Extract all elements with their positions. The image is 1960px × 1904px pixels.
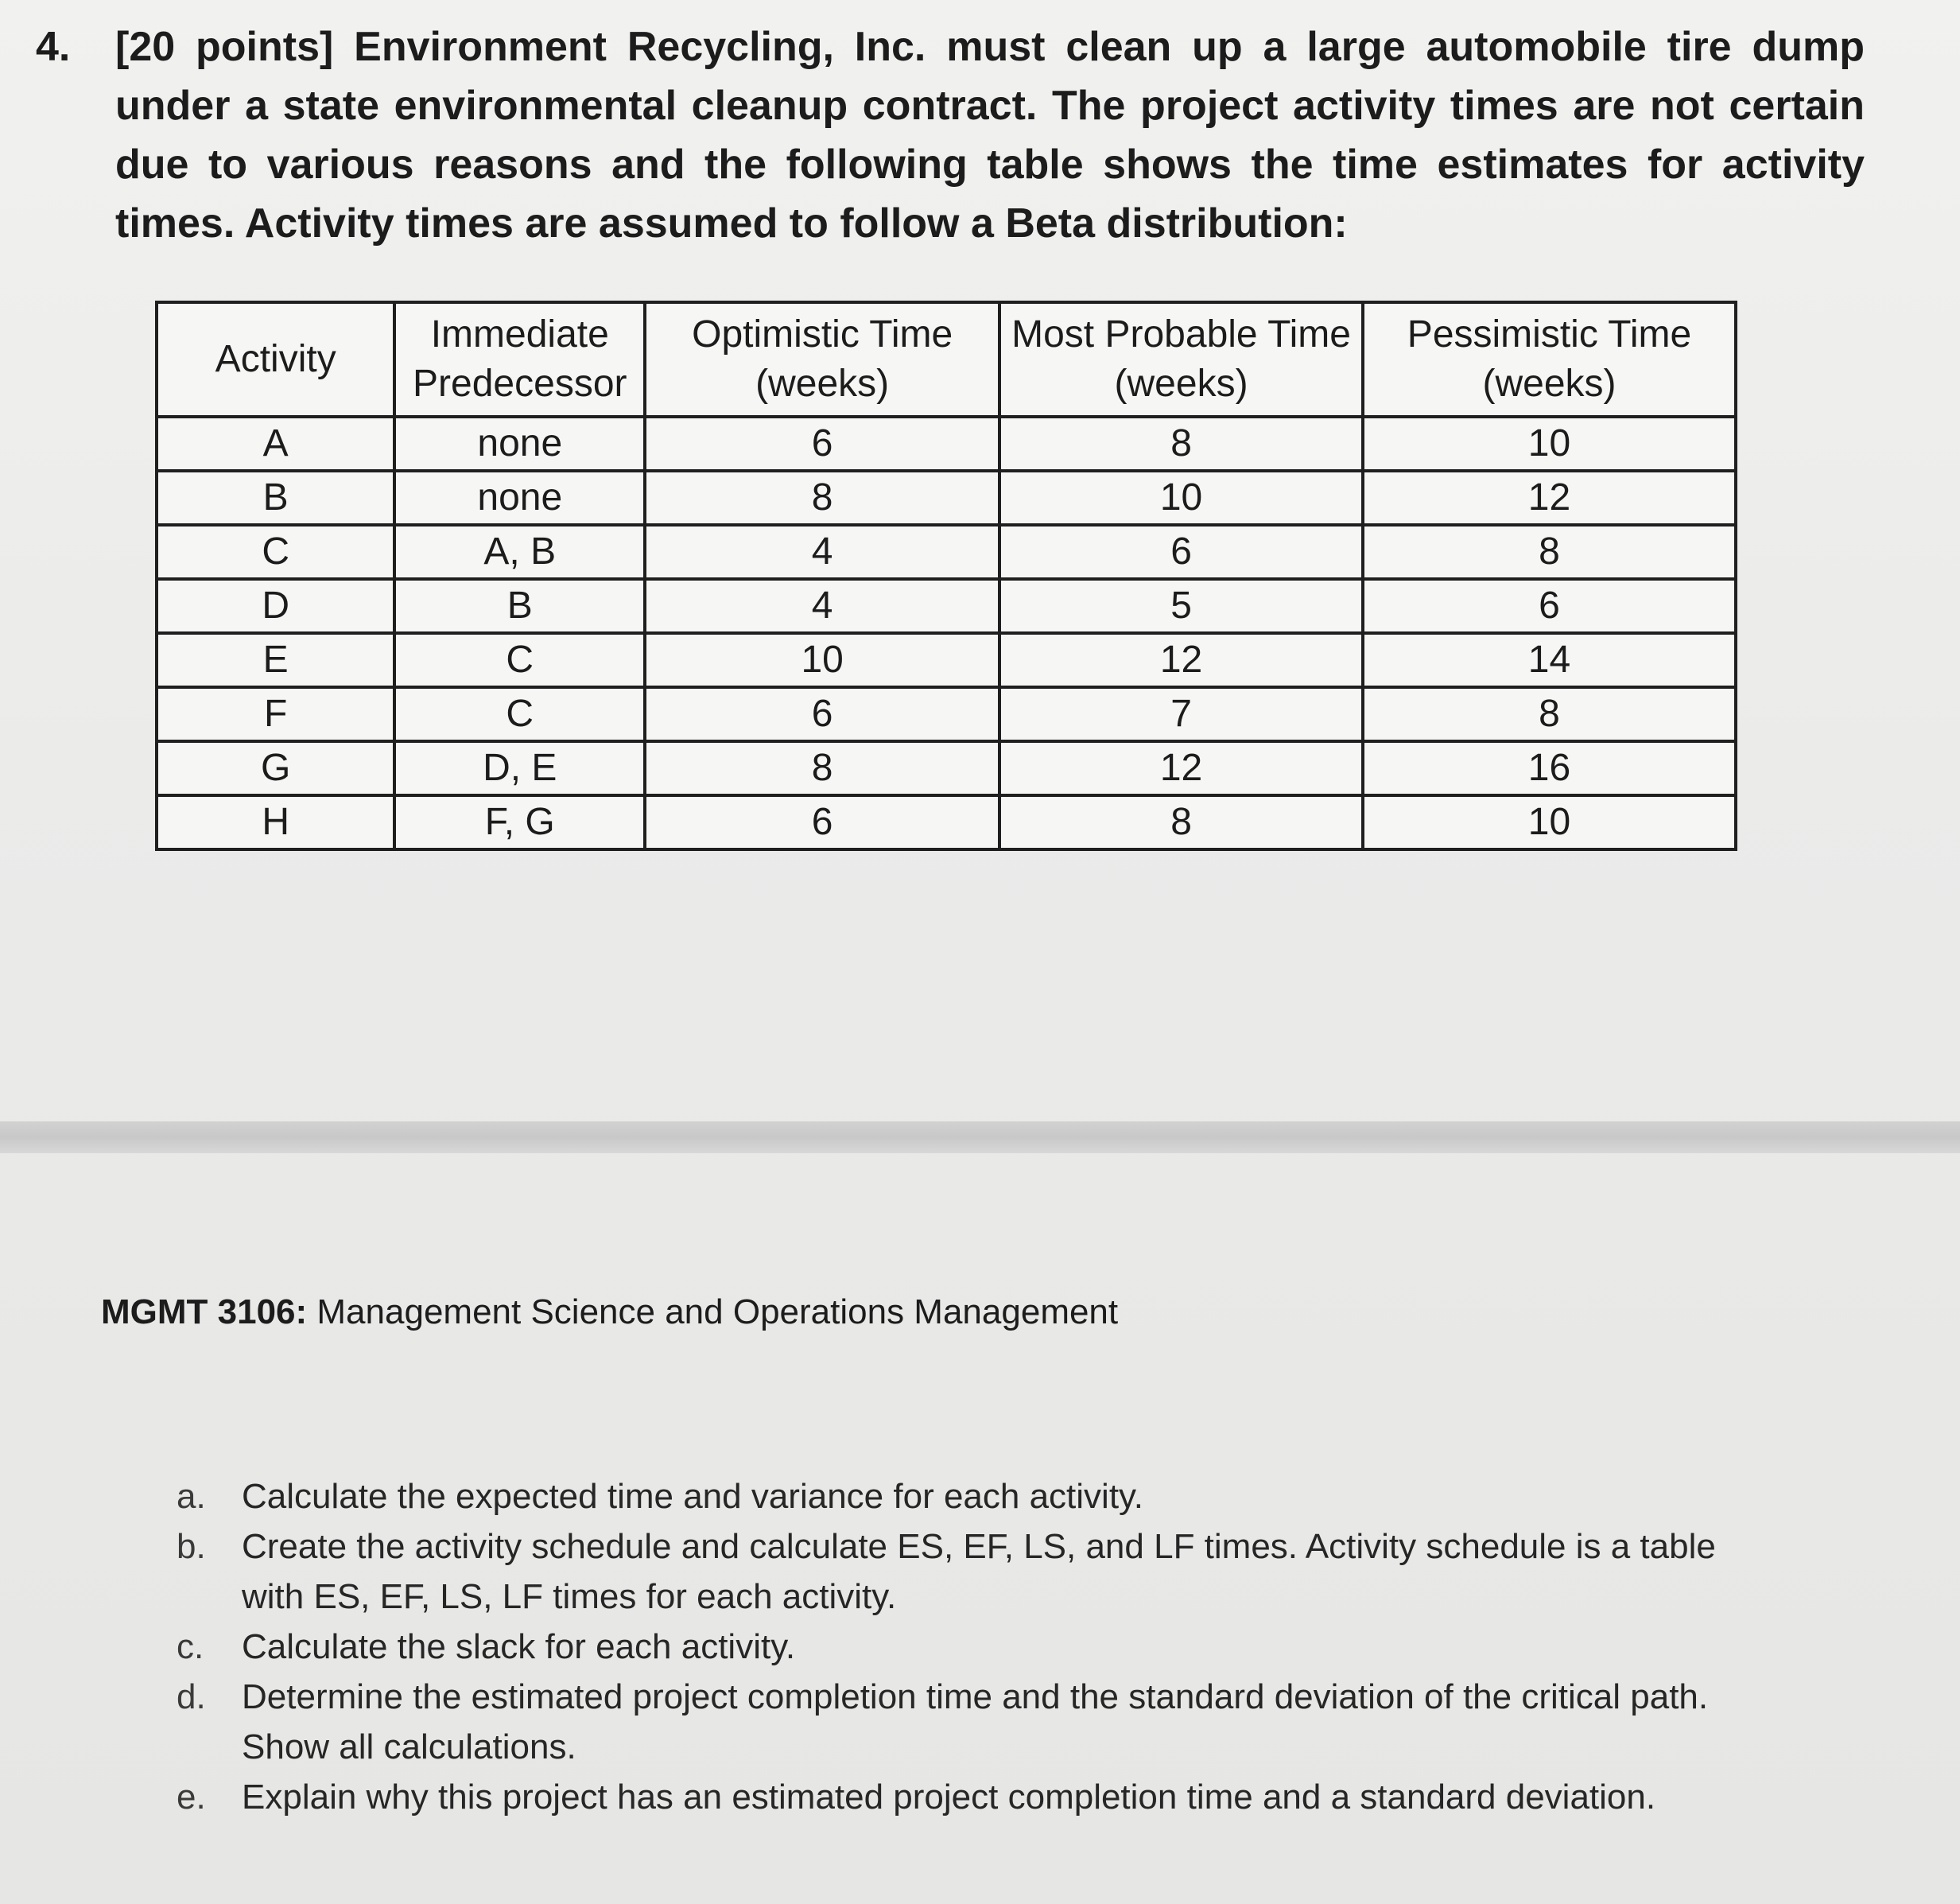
question-part-text: Calculate the slack for each activity. (242, 1627, 796, 1666)
table-cell-activity: G (157, 741, 394, 795)
course-name: Management Science and Operations Management (316, 1292, 1119, 1331)
table-cell-most-probable: 5 (999, 579, 1363, 633)
table-cell-pessimistic: 12 (1363, 471, 1736, 525)
table-cell-activity: C (157, 525, 394, 579)
table-cell-predecessor: C (394, 687, 645, 741)
course-code: MGMT 3106: (101, 1292, 308, 1331)
table-cell-pessimistic: 16 (1363, 741, 1736, 795)
table-row (157, 579, 1736, 633)
table-cell-predecessor: A, B (394, 525, 645, 579)
table-row (157, 471, 1736, 525)
table-cell-pessimistic: 10 (1363, 795, 1736, 849)
table-cell-activity: B (157, 471, 394, 525)
table-row (157, 687, 1736, 741)
header-pessimistic: Pessimistic Time (weeks) (1363, 302, 1736, 417)
table-cell-predecessor: C (394, 633, 645, 687)
question-text: [20 points] Environment Recycling, Inc. must clean up a large automobile tire dump under a state environmental cleanup contract. The project activity times are not certain due to various reasons and the following table shows the time estimates for activity times. Activity times are assumed to follow a Beta distribution: (115, 24, 1865, 247)
table-cell-activity: E (157, 633, 394, 687)
question-part-text: Calculate the expected time and variance for each activity. (242, 1477, 1144, 1516)
question-part (177, 1471, 1783, 1521)
table-row (157, 525, 1736, 579)
table-cell-optimistic: 8 (645, 741, 999, 795)
table-row (157, 795, 1736, 849)
table-cell-most-probable: 10 (999, 471, 1363, 525)
question-part-letter: e. (177, 1778, 206, 1817)
question-parts-list (177, 1471, 1783, 1822)
table-cell-optimistic: 8 (645, 471, 999, 525)
table-cell-predecessor: F, G (394, 795, 645, 849)
table-cell-pessimistic: 14 (1363, 633, 1736, 687)
table-header-row (157, 302, 1736, 417)
question-part-text: Explain why this project has an estimated project completion time and a standard deviation. (242, 1778, 1656, 1817)
table-cell-most-probable: 12 (999, 741, 1363, 795)
table-cell-optimistic: 6 (645, 795, 999, 849)
question-part-letter: a. (177, 1477, 206, 1516)
question-part-letter: c. (177, 1627, 204, 1666)
table-cell-predecessor: D, E (394, 741, 645, 795)
table-cell-predecessor: none (394, 471, 645, 525)
question-part (177, 1772, 1783, 1822)
question-part-letter: b. (177, 1527, 206, 1566)
header-activity: Activity (157, 302, 394, 417)
table-cell-predecessor: none (394, 417, 645, 471)
header-optimistic: Optimistic Time (weeks) (645, 302, 999, 417)
table-body (157, 417, 1736, 849)
course-title (101, 1288, 1118, 1336)
table-row (157, 741, 1736, 795)
table-row (157, 633, 1736, 687)
page-divider (0, 1121, 1960, 1153)
table-cell-pessimistic: 8 (1363, 525, 1736, 579)
question-part (177, 1521, 1783, 1622)
table-cell-most-probable: 7 (999, 687, 1363, 741)
header-predecessor: Immediate Predecessor (394, 302, 645, 417)
table-cell-optimistic: 4 (645, 579, 999, 633)
question-part (177, 1622, 1783, 1672)
table-cell-optimistic: 4 (645, 525, 999, 579)
table-cell-most-probable: 6 (999, 525, 1363, 579)
table-cell-most-probable: 8 (999, 795, 1363, 849)
table-cell-pessimistic: 10 (1363, 417, 1736, 471)
table-cell-most-probable: 8 (999, 417, 1363, 471)
question-part-text: Determine the estimated project completion time and the standard deviation of the critical path. Show all calculations. (242, 1677, 1709, 1766)
table-cell-activity: F (157, 687, 394, 741)
question-block (36, 17, 1865, 253)
activity-table (155, 301, 1737, 851)
table-cell-most-probable: 12 (999, 633, 1363, 687)
table-cell-pessimistic: 8 (1363, 687, 1736, 741)
question-part (177, 1672, 1783, 1772)
table-cell-activity: H (157, 795, 394, 849)
table-cell-optimistic: 6 (645, 417, 999, 471)
table-row (157, 417, 1736, 471)
table-cell-activity: D (157, 579, 394, 633)
activity-table-container (155, 301, 1737, 851)
table-cell-activity: A (157, 417, 394, 471)
question-number: 4. (36, 24, 71, 70)
table-cell-pessimistic: 6 (1363, 579, 1736, 633)
table-cell-predecessor: B (394, 579, 645, 633)
table-cell-optimistic: 6 (645, 687, 999, 741)
question-part-text: Create the activity schedule and calculate ES, EF, LS, and LF times. Activity schedule is a table with ES, EF, LS, LF times for each activity. (242, 1527, 1716, 1616)
question-part-letter: d. (177, 1677, 206, 1716)
table-cell-optimistic: 10 (645, 633, 999, 687)
header-most-probable: Most Probable Time (weeks) (999, 302, 1363, 417)
